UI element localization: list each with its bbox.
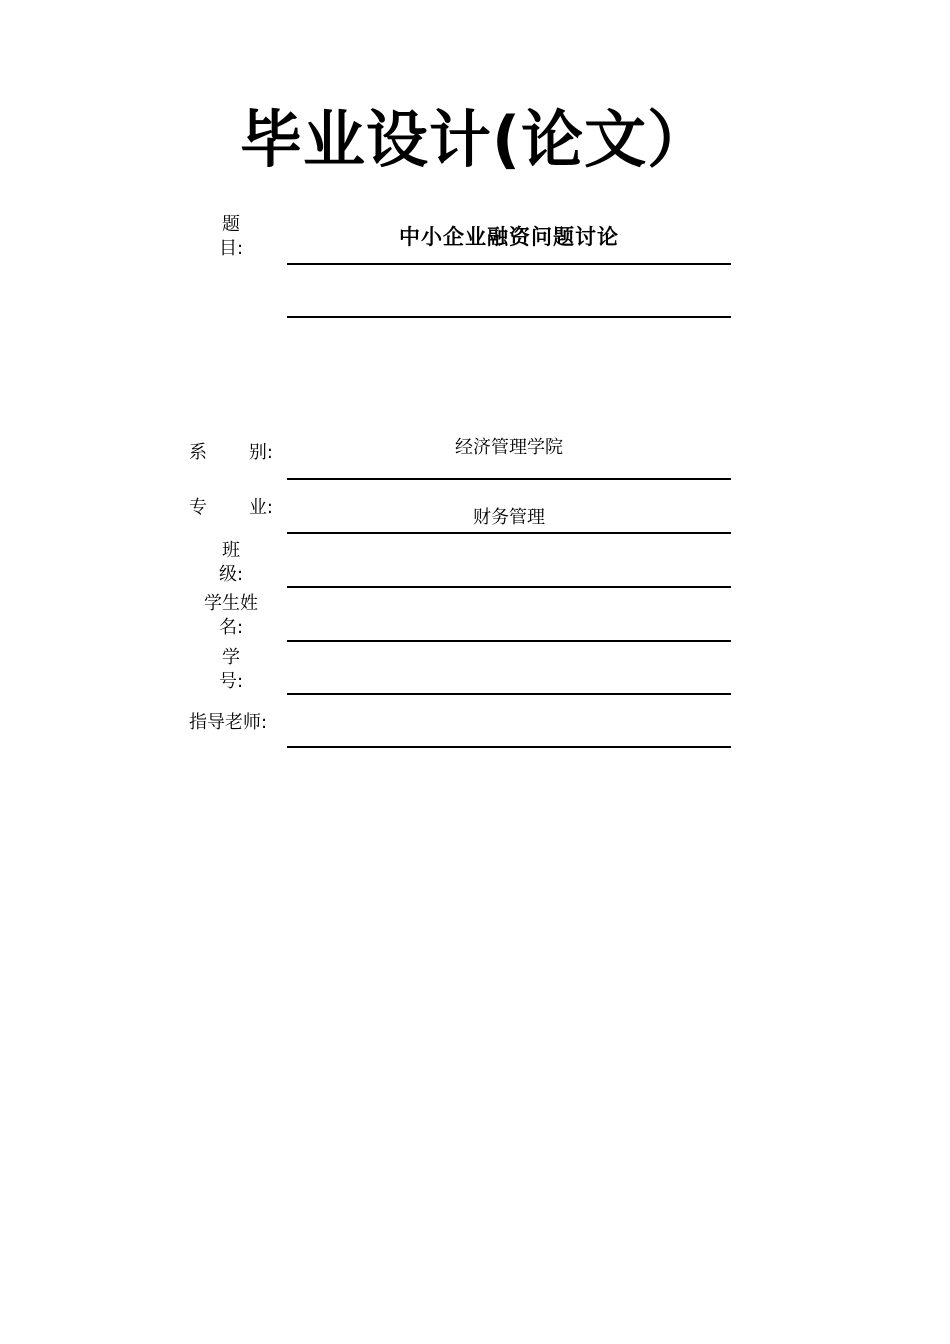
class-label-line2: 级:: [218, 564, 244, 585]
student-name-label-line2: 名:: [218, 617, 244, 638]
major-label: [189, 496, 273, 520]
department-label-left: 系: [189, 442, 207, 463]
topic-label-line2: 目:: [218, 238, 244, 259]
student-id-label: [201, 646, 261, 694]
student-id-label-line2: 号:: [218, 671, 244, 692]
department-underline: [287, 478, 731, 480]
department-value[interactable]: 经济管理学院: [455, 437, 563, 458]
student-name-label: [201, 592, 261, 640]
major-label-right: 业:: [248, 497, 273, 518]
topic-underline-1: [287, 263, 731, 265]
topic-underline-2: [287, 316, 731, 318]
department-label-right: 别:: [248, 442, 273, 463]
topic-value[interactable]: 中小企业融资问题讨论: [399, 224, 619, 249]
class-label: [201, 539, 261, 587]
student-name-underline: [287, 640, 731, 642]
class-label-line1: 班: [222, 540, 240, 561]
major-underline: [287, 532, 731, 534]
major-label-left: 专: [189, 497, 207, 518]
advisor-underline: [287, 746, 731, 748]
class-underline: [287, 586, 731, 588]
department-label: [189, 441, 273, 465]
advisor-label: 指导老师:: [189, 712, 268, 733]
student-id-underline: [287, 693, 731, 695]
student-id-label-line1: 学: [222, 647, 240, 668]
student-name-label-line1: 学生姓: [204, 593, 258, 614]
major-value[interactable]: 财务管理: [473, 507, 545, 528]
topic-label-line1: 题: [222, 214, 240, 235]
page-title: 毕业设计(论文）: [239, 103, 711, 176]
topic-label: [201, 213, 261, 261]
